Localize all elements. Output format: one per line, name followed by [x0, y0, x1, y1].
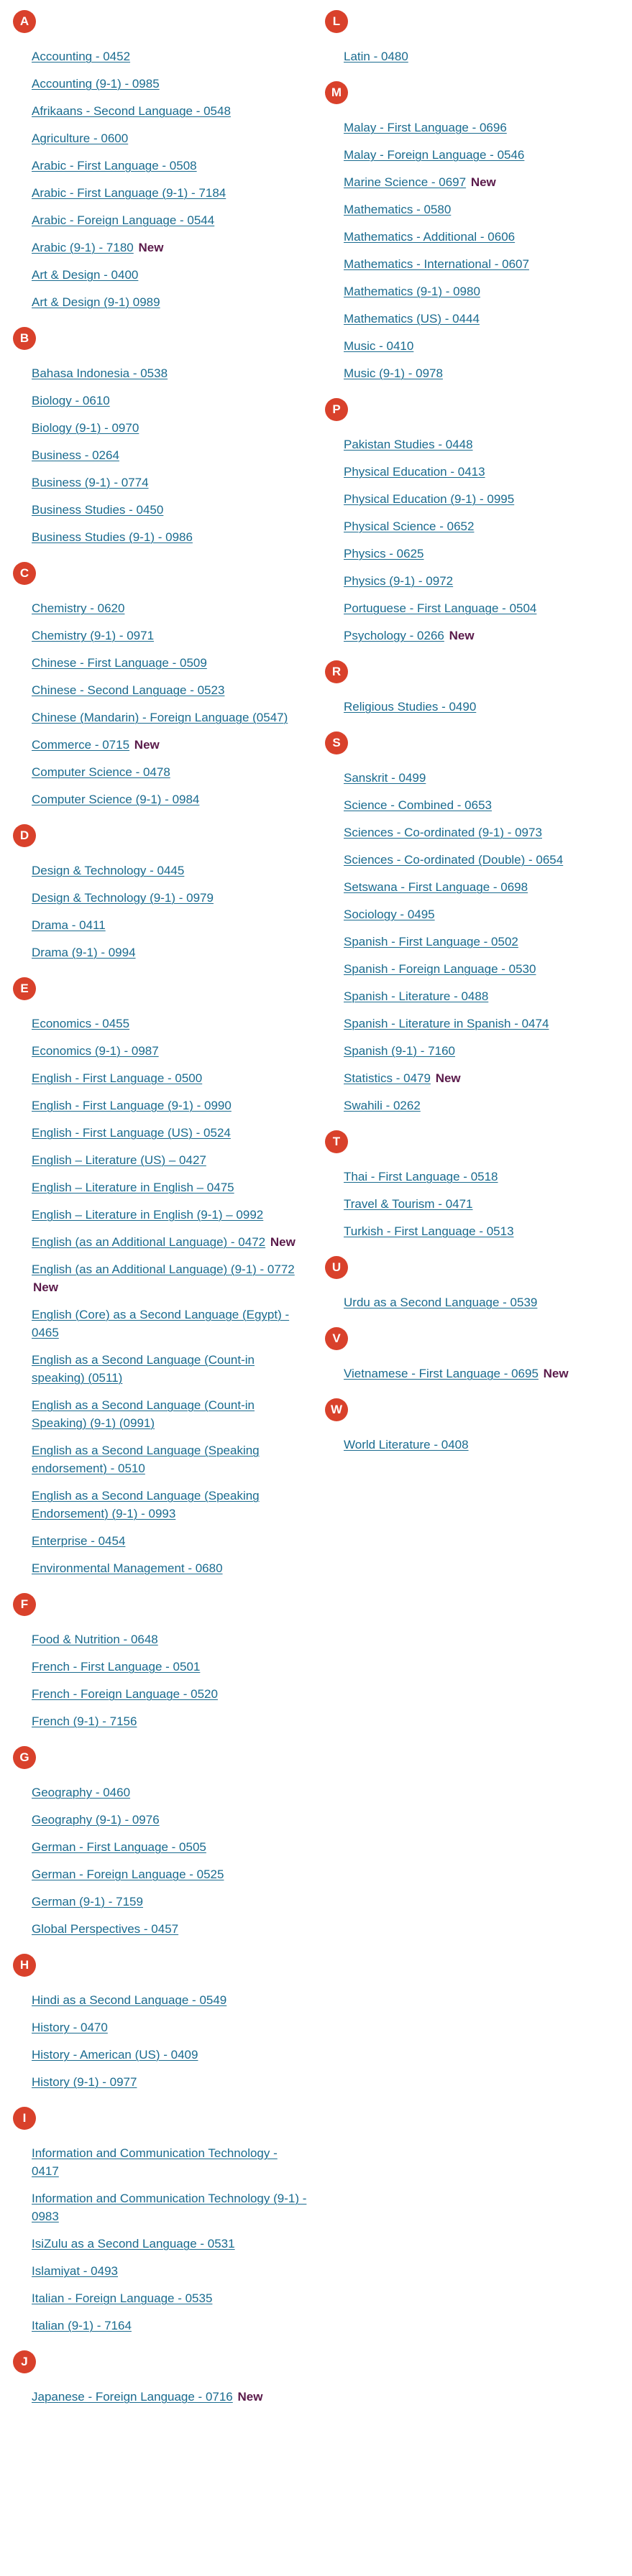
list-item [344, 1222, 620, 1240]
letter-section-s [325, 731, 620, 1114]
list-item [32, 681, 308, 699]
subject-link[interactable]: Sanskrit - 0499 [344, 771, 426, 785]
new-badge: New [138, 241, 164, 254]
list-item [32, 184, 308, 202]
subject-list [13, 1783, 308, 1938]
letter-badge: D [13, 824, 36, 847]
subject-link[interactable]: German - First Language - 0505 [32, 1840, 206, 1854]
letter-badge: U [325, 1256, 348, 1279]
list-item [344, 599, 620, 617]
list-item [344, 1015, 620, 1033]
list-item [344, 698, 620, 716]
subject-link[interactable]: Music (9-1) - 0978 [344, 366, 443, 380]
letter-section-l [325, 10, 620, 65]
letter-section-b [13, 327, 308, 546]
subject-link[interactable]: Malay - Foreign Language - 0546 [344, 148, 525, 162]
new-badge: New [270, 1235, 296, 1249]
letter-section-e [13, 977, 308, 1577]
list-item [32, 528, 308, 546]
list-item [344, 823, 620, 841]
subject-list [325, 119, 620, 382]
letter-section-u [325, 1256, 620, 1311]
subject-link[interactable]: Music - 0410 [344, 339, 414, 353]
new-badge: New [134, 738, 160, 752]
list-item [344, 1069, 620, 1087]
list-item [344, 228, 620, 246]
subject-link[interactable]: Biology - 0610 [32, 394, 110, 407]
list-item [344, 769, 620, 787]
subject-link[interactable]: German - Foreign Language - 0525 [32, 1868, 224, 1881]
subject-link[interactable]: Spanish - First Language - 0502 [344, 935, 518, 948]
list-item [32, 1260, 308, 1296]
subject-link[interactable]: Physical Education (9-1) - 0995 [344, 492, 515, 506]
list-item [344, 933, 620, 951]
subject-link[interactable]: Arabic - First Language - 0508 [32, 159, 197, 172]
list-item [344, 173, 620, 191]
letter-section-w [325, 1398, 620, 1454]
letter-badge: A [13, 10, 36, 33]
list-item [32, 2046, 308, 2064]
subject-link[interactable]: Japanese - Foreign Language - 0716 [32, 2390, 233, 2404]
subject-link[interactable]: Commerce - 0715 [32, 738, 130, 752]
subject-list [13, 1015, 308, 1577]
subject-link[interactable]: Mathematics (US) - 0444 [344, 312, 480, 326]
subject-list [325, 435, 620, 645]
list-item [32, 1069, 308, 1087]
subject-link[interactable]: Sociology - 0495 [344, 908, 435, 921]
letter-badge: C [13, 562, 36, 585]
subject-link[interactable]: History (9-1) - 0977 [32, 2075, 137, 2089]
list-item [32, 916, 308, 934]
subject-link[interactable]: Chinese - First Language - 0509 [32, 656, 207, 670]
subject-link[interactable]: Geography - 0460 [32, 1786, 131, 1799]
subject-link[interactable]: English as a Second Language (Count-in speaking) (0511) [32, 1353, 255, 1385]
list-item [32, 943, 308, 961]
letter-badge: W [325, 1398, 348, 1421]
subject-link[interactable]: Drama (9-1) - 0994 [32, 946, 136, 959]
letter-badge: H [13, 1954, 36, 1977]
list-item [32, 1712, 308, 1730]
list-item [32, 763, 308, 781]
list-item [32, 501, 308, 519]
letter-section-g [13, 1746, 308, 1938]
list-item [32, 2018, 308, 2036]
subject-link[interactable]: Chemistry (9-1) - 0971 [32, 629, 155, 642]
subject-link[interactable]: Chinese - Second Language - 0523 [32, 683, 225, 697]
letter-badge: I [13, 2107, 36, 2130]
subject-list [13, 599, 308, 808]
subject-link[interactable]: Latin - 0480 [344, 50, 408, 63]
subject-link[interactable]: Travel & Tourism - 0471 [344, 1197, 473, 1211]
list-item [32, 1783, 308, 1801]
list-item [32, 708, 308, 726]
list-item [344, 463, 620, 481]
subject-link[interactable]: History - 0470 [32, 2021, 108, 2034]
subject-link[interactable]: Bahasa Indonesia - 0538 [32, 366, 168, 380]
list-item [32, 2144, 308, 2180]
subject-link[interactable]: Swahili - 0262 [344, 1099, 421, 1112]
subject-link[interactable]: English - First Language - 0500 [32, 1071, 203, 1085]
list-item [32, 1532, 308, 1550]
list-item [32, 392, 308, 410]
subject-list [325, 698, 620, 716]
list-item [32, 1630, 308, 1648]
list-item [32, 211, 308, 229]
list-item [344, 146, 620, 164]
letter-badge: T [325, 1130, 348, 1153]
list-item [32, 364, 308, 382]
list-item [32, 736, 308, 754]
list-item [32, 1893, 308, 1911]
new-badge: New [449, 629, 475, 642]
subject-link[interactable]: Vietnamese - First Language - 0695 [344, 1367, 539, 1380]
new-badge: New [543, 1367, 569, 1380]
list-item [32, 2073, 308, 2091]
subject-link[interactable]: Pakistan Studies - 0448 [344, 438, 473, 451]
subject-link[interactable]: Sciences - Co-ordinated (9-1) - 0973 [344, 826, 542, 839]
subject-link[interactable]: Afrikaans - Second Language - 0548 [32, 104, 231, 118]
list-item [32, 1396, 308, 1432]
subject-link[interactable]: Information and Communication Technology (9-1) - 0983 [32, 2192, 307, 2223]
subject-link[interactable]: English as a Second Language (Speaking Endorsement) (9-1) - 0993 [32, 1489, 260, 1520]
subject-link[interactable]: English – Literature (US) – 0427 [32, 1153, 206, 1167]
list-item [344, 796, 620, 814]
subject-link[interactable]: Spanish (9-1) - 7160 [344, 1044, 455, 1058]
subject-link[interactable]: English - First Language (9-1) - 0990 [32, 1099, 232, 1112]
letter-badge: B [13, 327, 36, 350]
list-item [344, 627, 620, 645]
subject-link[interactable]: Thai - First Language - 0518 [344, 1170, 498, 1183]
subject-link[interactable]: Chemistry - 0620 [32, 601, 125, 615]
subject-link[interactable]: Art & Design (9-1) 0989 [32, 295, 160, 309]
subject-link[interactable]: English – Literature in English – 0475 [32, 1181, 234, 1194]
list-item [32, 599, 308, 617]
list-item [32, 627, 308, 645]
subject-link[interactable]: Accounting (9-1) - 0985 [32, 77, 160, 91]
list-item [32, 1658, 308, 1676]
list-item [344, 905, 620, 923]
letter-section-h [13, 1954, 308, 2091]
new-badge: New [237, 2390, 263, 2404]
subject-link[interactable]: Urdu as a Second Language - 0539 [344, 1296, 538, 1309]
list-item [32, 1920, 308, 1938]
letter-badge: P [325, 398, 348, 421]
subject-link[interactable]: English - First Language (US) - 0524 [32, 1126, 231, 1140]
list-item [32, 266, 308, 284]
letter-section-i [13, 2107, 308, 2335]
list-item [32, 1233, 308, 1251]
subject-link[interactable]: Sciences - Co-ordinated (Double) - 0654 [344, 853, 564, 867]
list-item [32, 1124, 308, 1142]
subject-link[interactable]: Arabic (9-1) - 7180 [32, 241, 134, 254]
list-item [32, 2262, 308, 2280]
list-item [344, 1097, 620, 1114]
new-badge: New [33, 1280, 58, 1294]
letter-badge: F [13, 1593, 36, 1616]
subject-link[interactable]: Art & Design - 0400 [32, 268, 139, 282]
new-badge: New [470, 175, 496, 189]
subject-link[interactable]: Information and Communication Technology - 0417 [32, 2146, 278, 2178]
subject-link[interactable]: Computer Science (9-1) - 0984 [32, 793, 200, 806]
subject-list [325, 47, 620, 65]
list-item [32, 1838, 308, 1856]
list-item [344, 337, 620, 355]
list-item [32, 1206, 308, 1224]
subject-link[interactable]: Design & Technology (9-1) - 0979 [32, 891, 214, 905]
subject-link[interactable]: German (9-1) - 7159 [32, 1895, 143, 1908]
subject-link[interactable]: Mathematics (9-1) - 0980 [344, 285, 480, 298]
list-item [32, 862, 308, 880]
list-item [32, 1811, 308, 1829]
list-item [344, 200, 620, 218]
letter-badge: R [325, 660, 348, 683]
subject-link[interactable]: Statistics - 0479 [344, 1071, 431, 1085]
subject-link[interactable]: Physics - 0625 [344, 547, 424, 560]
list-item [344, 1293, 620, 1311]
list-item [344, 435, 620, 453]
subject-link[interactable]: Turkish - First Language - 0513 [344, 1224, 514, 1238]
subject-link[interactable]: Computer Science - 0478 [32, 765, 170, 779]
list-item [32, 157, 308, 175]
subject-link[interactable]: Economics (9-1) - 0987 [32, 1044, 159, 1058]
list-item [32, 75, 308, 93]
list-item [32, 1865, 308, 1883]
right-column [325, 10, 620, 1469]
list-item [32, 129, 308, 147]
list-item [32, 293, 308, 311]
list-item [32, 1042, 308, 1060]
letter-section-p [325, 398, 620, 645]
list-item [32, 446, 308, 464]
list-item [32, 1559, 308, 1577]
subject-link[interactable]: Design & Technology - 0445 [32, 864, 185, 877]
subject-link[interactable]: Business Studies (9-1) - 0986 [32, 530, 193, 544]
subject-link[interactable]: Spanish - Literature - 0488 [344, 989, 489, 1003]
list-item [344, 47, 620, 65]
subject-link[interactable]: History - American (US) - 0409 [32, 2048, 198, 2062]
letter-section-m [325, 81, 620, 382]
list-item [32, 1487, 308, 1523]
list-item [32, 239, 308, 257]
subject-link[interactable]: French - First Language - 0501 [32, 1660, 201, 1674]
subject-list [13, 1991, 308, 2091]
subject-link[interactable]: English (as an Additional Language) - 0472 [32, 1235, 266, 1249]
letter-section-f [13, 1593, 308, 1730]
list-item [344, 572, 620, 590]
subject-link[interactable]: Psychology - 0266 [344, 629, 444, 642]
list-item [344, 517, 620, 535]
subject-list [13, 2388, 308, 2406]
subject-link[interactable]: Malay - First Language - 0696 [344, 121, 507, 134]
list-item [344, 310, 620, 328]
list-item [32, 889, 308, 907]
list-item [32, 2388, 308, 2406]
subject-link[interactable]: Arabic - First Language (9-1) - 7184 [32, 186, 226, 200]
letter-badge: S [325, 731, 348, 754]
subject-link[interactable]: Setswana - First Language - 0698 [344, 880, 528, 894]
subject-link[interactable]: English as a Second Language (Count-in Speaking) (9-1) (0991) [32, 1398, 255, 1430]
list-item [344, 545, 620, 563]
subject-link[interactable]: Physical Science - 0652 [344, 520, 475, 533]
list-item [344, 1365, 620, 1382]
letter-section-c [13, 562, 308, 808]
subject-link[interactable]: Mathematics - International - 0607 [344, 257, 529, 271]
subject-link[interactable]: Italian - Foreign Language - 0535 [32, 2291, 213, 2305]
list-item [344, 1195, 620, 1213]
subject-link[interactable]: Religious Studies - 0490 [344, 700, 477, 714]
subject-link[interactable]: Physics (9-1) - 0972 [344, 574, 454, 588]
subject-list [325, 769, 620, 1114]
subject-link[interactable]: English (as an Additional Language) (9-1) - 0772 [32, 1262, 295, 1276]
subject-link[interactable]: Portuguese - First Language - 0504 [344, 601, 537, 615]
left-column [13, 10, 308, 2422]
list-item [344, 490, 620, 508]
list-item [344, 1168, 620, 1186]
subject-link[interactable]: Marine Science - 0697 [344, 175, 467, 189]
list-item [344, 960, 620, 978]
letter-badge: V [325, 1327, 348, 1350]
letter-section-t [325, 1130, 620, 1240]
subject-link[interactable]: Drama - 0411 [32, 918, 106, 932]
list-item [344, 1436, 620, 1454]
subject-link[interactable]: Spanish - Literature in Spanish - 0474 [344, 1017, 549, 1030]
subject-link[interactable]: Biology (9-1) - 0970 [32, 421, 139, 435]
letter-section-d [13, 824, 308, 961]
list-item [32, 2235, 308, 2253]
subject-list [13, 862, 308, 961]
subject-link[interactable]: Global Perspectives - 0457 [32, 1922, 179, 1936]
subject-link[interactable]: Accounting - 0452 [32, 50, 131, 63]
letter-badge: E [13, 977, 36, 1000]
list-item [344, 878, 620, 896]
subject-link[interactable]: Mathematics - Additional - 0606 [344, 230, 516, 244]
subject-list [325, 1365, 620, 1382]
subject-list [13, 364, 308, 546]
letter-section-v [325, 1327, 620, 1382]
letter-badge: J [13, 2350, 36, 2373]
list-item [32, 2289, 308, 2307]
subject-link[interactable]: Chinese (Mandarin) - Foreign Language (0547) [32, 711, 288, 724]
list-item [344, 987, 620, 1005]
list-item [32, 1306, 308, 1342]
list-item [344, 1042, 620, 1060]
subject-link[interactable]: Business (9-1) - 0774 [32, 476, 149, 489]
subject-list [325, 1293, 620, 1311]
list-item [344, 119, 620, 137]
list-item [32, 1015, 308, 1033]
letter-section-a [13, 10, 308, 311]
subject-link[interactable]: Food & Nutrition - 0648 [32, 1633, 158, 1646]
list-item [32, 654, 308, 672]
letter-section-r [325, 660, 620, 716]
subject-list [325, 1436, 620, 1454]
subject-list [13, 1630, 308, 1730]
list-item [32, 474, 308, 491]
subject-link[interactable]: Enterprise - 0454 [32, 1534, 126, 1548]
subject-link[interactable]: English – Literature in English (9-1) – 0992 [32, 1208, 264, 1222]
list-item [32, 1441, 308, 1477]
list-item [344, 282, 620, 300]
subject-link[interactable]: Mathematics - 0580 [344, 203, 452, 216]
subject-link[interactable]: Science - Combined - 0653 [344, 798, 493, 812]
list-item [32, 2189, 308, 2225]
subject-link[interactable]: Economics - 0455 [32, 1017, 130, 1030]
subject-link[interactable]: Spanish - Foreign Language - 0530 [344, 962, 536, 976]
subject-list [325, 1168, 620, 1240]
subject-link[interactable]: Islamiyat - 0493 [32, 2264, 118, 2278]
list-item [32, 1097, 308, 1114]
list-item [344, 851, 620, 869]
subject-link[interactable]: Environmental Management - 0680 [32, 1561, 223, 1575]
subject-list [13, 47, 308, 311]
subject-link[interactable]: English (Core) as a Second Language (Egypt) - 0465 [32, 1308, 290, 1339]
subject-link[interactable]: English as a Second Language (Speaking endorsement) - 0510 [32, 1444, 260, 1475]
list-item [32, 1178, 308, 1196]
subject-link[interactable]: Business - 0264 [32, 448, 119, 462]
letter-section-j [13, 2350, 308, 2406]
letter-badge: M [325, 81, 348, 104]
list-item [32, 1991, 308, 2009]
list-item [32, 790, 308, 808]
list-item [32, 419, 308, 437]
subject-list [13, 2144, 308, 2335]
subject-link[interactable]: IsiZulu as a Second Language - 0531 [32, 2237, 235, 2250]
subject-link[interactable]: Geography (9-1) - 0976 [32, 1813, 160, 1827]
subject-link[interactable]: Arabic - Foreign Language - 0544 [32, 213, 215, 227]
subject-link[interactable]: Italian (9-1) - 7164 [32, 2319, 132, 2332]
subject-link[interactable]: French (9-1) - 7156 [32, 1714, 137, 1728]
letter-badge: L [325, 10, 348, 33]
subject-link[interactable]: Physical Education - 0413 [344, 465, 485, 479]
letter-badge: G [13, 1746, 36, 1769]
list-item [32, 47, 308, 65]
list-item [32, 1151, 308, 1169]
list-item [32, 102, 308, 120]
subject-link[interactable]: World Literature - 0408 [344, 1438, 469, 1451]
new-badge: New [435, 1071, 461, 1085]
list-item [344, 364, 620, 382]
subject-link[interactable]: French - Foreign Language - 0520 [32, 1687, 218, 1701]
list-item [32, 1351, 308, 1387]
subject-link[interactable]: Hindi as a Second Language - 0549 [32, 1993, 227, 2007]
list-item [344, 255, 620, 273]
subject-link[interactable]: Agriculture - 0600 [32, 131, 129, 145]
subject-link[interactable]: Business Studies - 0450 [32, 503, 164, 517]
list-item [32, 1685, 308, 1703]
list-item [32, 2317, 308, 2335]
